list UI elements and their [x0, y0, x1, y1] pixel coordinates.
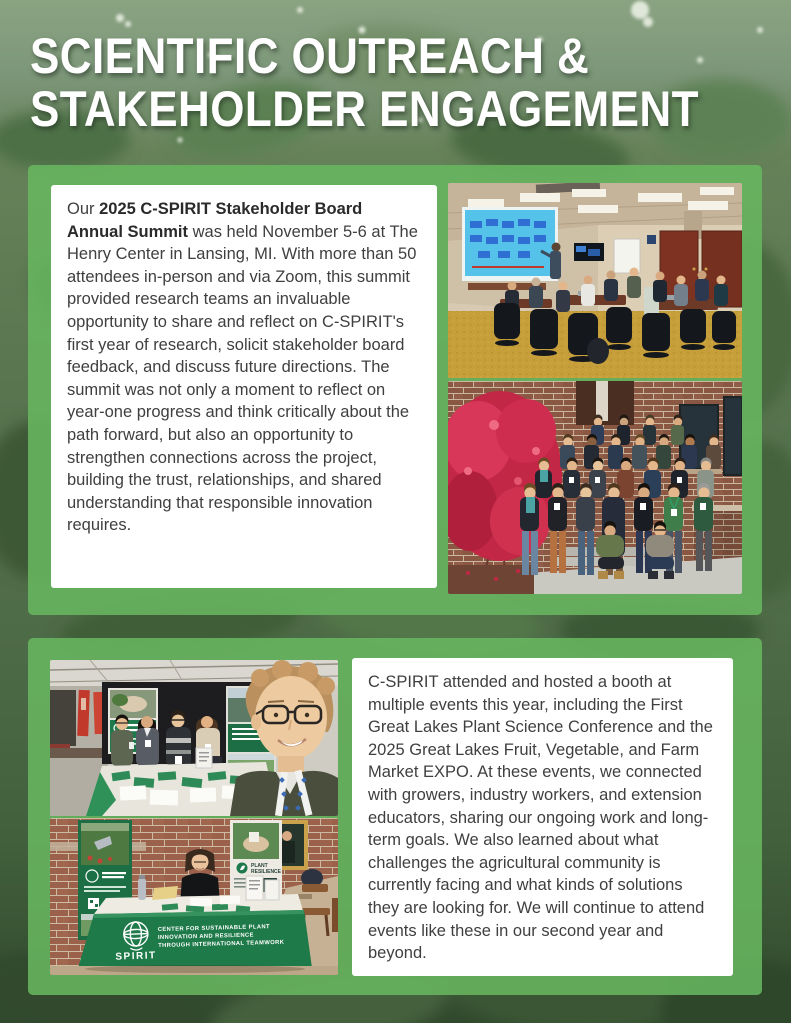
- tablecloth-line-3: THROUGH INTERNATIONAL TEAMWORK: [158, 939, 285, 950]
- title-line-2: STAKEHOLDER ENGAGEMENT: [30, 81, 699, 137]
- summit-text-rest: was held November 5-6 at The Henry Center in Lansing, MI. With more than 50 attendees in-person and via Zoom, this summit provided research teams an invaluable opportunity to share and reflect on C-SPIRIT's first year of research, solicit stakeholder board feedback, and discuss future directions. The summit was not only a moment to reflect on year-one progress and think critically about the path forward, but also an opportunity to strengthen connections across the project, building the trust, relationships, and shared understanding that responsible innovation requires.: [67, 222, 418, 535]
- title-line-1: SCIENTIFIC OUTREACH &: [30, 28, 590, 84]
- events-paragraph: C-SPIRIT attended and hosted a booth at multiple events this year, including the First Great Lakes Plant Science Conference and the 2025 Great Lakes Fruit, Vegetable, and Farm Market EXPO. At these events, we connected with growers, industry workers, and extension educators, sharing our ongoing work and long-term goals. We also learned about what challenges the agricultural community is currently facing and what kinds of solutions they are looking for. We will continue to attend events like these in our second year and beyond.: [368, 673, 713, 963]
- events-text-card: [352, 658, 733, 976]
- summit-text-bold: 2025 C-SPIRIT Stakeholder Board Annual Summit: [67, 200, 363, 241]
- summit-paragraph: [51, 185, 437, 550]
- banner-word-resilience: RESILIENCE: [251, 869, 282, 875]
- summit-group-photo: [448, 381, 742, 594]
- booth-selfie-photo: [50, 660, 338, 816]
- spirit-tablecloth: [78, 910, 312, 968]
- banner-word-plant: PLANT: [251, 863, 268, 869]
- spirit-wordmark: SPIRIT: [115, 950, 157, 963]
- tablecloth-line-1: CENTER FOR SUSTAINABLE PLANT: [157, 924, 271, 934]
- summit-text-prefix: Our: [67, 200, 100, 218]
- summit-presentation-photo: [448, 183, 742, 378]
- events-panel: [28, 638, 762, 995]
- summit-panel: [28, 165, 762, 615]
- projection-screen: [462, 207, 558, 281]
- page-title: [30, 30, 699, 136]
- tablecloth-line-2: INNOVATION AND RESILIENCE: [157, 932, 254, 942]
- booth-table-photo: [50, 818, 338, 975]
- summit-text-card: [51, 185, 437, 588]
